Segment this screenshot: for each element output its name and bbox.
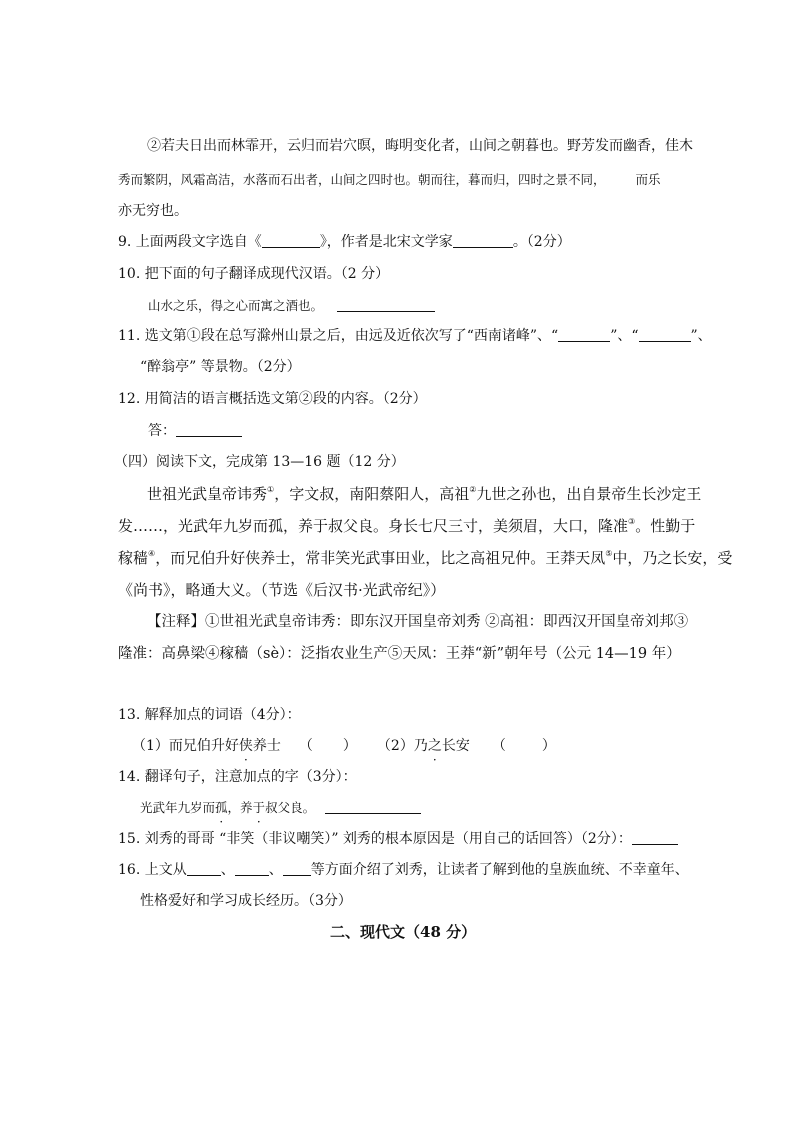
question-16-line2: 性格爱好和学习成长经历。（3分） bbox=[140, 893, 352, 909]
q10-sentence: 山水之乐，得之心而寓之酒也。 bbox=[148, 298, 324, 313]
q13-item1-dotted-word: 侠 bbox=[238, 738, 253, 754]
q13-item2-dotted-word: 之 bbox=[427, 738, 442, 754]
q16-blank-1[interactable] bbox=[187, 861, 221, 876]
q16-separator: 、 bbox=[268, 862, 283, 878]
q11-blank-1[interactable] bbox=[558, 327, 610, 342]
q14-sentence-text: 光武年九岁而 bbox=[140, 800, 216, 815]
q11-blank-2[interactable] bbox=[639, 327, 691, 342]
notes-line2: 隆准：高鼻梁④稼穑（sè）：泛指农业生产⑤天凤：王莽“新”朝年号（公元 14—19 年） bbox=[118, 646, 681, 662]
q13-paren-close: ） bbox=[342, 738, 357, 754]
q13-paren-open: （ bbox=[491, 738, 506, 754]
q12-answer-label: 答： bbox=[148, 423, 176, 439]
q9-part-b: 》，作者是北宋文学家 bbox=[319, 234, 453, 250]
q16-separator: 、 bbox=[220, 862, 235, 878]
question-12: 12. 用简洁的语言概括选文第②段的内容。（2分） bbox=[118, 391, 427, 407]
question-11 bbox=[118, 326, 712, 346]
q10-answer-blank[interactable] bbox=[337, 297, 435, 312]
q13-paren-open: （ bbox=[298, 738, 313, 754]
question-15 bbox=[118, 829, 678, 849]
section-4-title: （四）阅读下文，完成第 13—16 题（12 分） bbox=[114, 454, 405, 470]
passage2-line2-text: 秀而繁阴，风霜高洁，水落而石出者，山间之四时也。朝而往，暮而归，四时之景不同， bbox=[118, 172, 606, 187]
passage3-line4: 《尚书》，略通大义。（节选《后汉书·光武帝纪》） bbox=[118, 581, 446, 599]
q14-sentence-text: ，养 bbox=[227, 800, 253, 815]
note-ref-5: ⑤ bbox=[605, 549, 613, 558]
q9-blank-author[interactable] bbox=[453, 233, 513, 248]
q11-part-a: 11. 选文第①段在总写滁州山景之后，由远及近依次写了“西南诸峰”、“ bbox=[118, 328, 559, 344]
q13-item1-text: （1）而兄伯升好 bbox=[132, 738, 239, 754]
passage3-text: 世祖光武皇帝讳秀 bbox=[147, 485, 268, 503]
q11-part-b: ”、“ bbox=[610, 328, 639, 344]
note-ref-1: ① bbox=[267, 485, 275, 494]
question-9 bbox=[118, 232, 571, 252]
q12-answer-blank[interactable] bbox=[176, 422, 242, 437]
q14-sentence-line bbox=[140, 798, 421, 818]
question-16 bbox=[118, 860, 689, 880]
question-14: 14. 翻译句子，注意加点的字（3分）： bbox=[118, 769, 357, 785]
passage3-text: 发……，光武年九岁而孤，养于叔父良。身长七尺三寸，美须眉，大口，隆准 bbox=[118, 517, 629, 535]
passage2-line2-end: 而乐 bbox=[635, 172, 661, 187]
q16-blank-3[interactable] bbox=[283, 861, 311, 876]
passage3-line1 bbox=[147, 484, 701, 504]
q15-text: 15. 刘秀的哥哥 “非笑（非议嘲笑）” 刘秀的根本原因是（用自己的话回答）（2分）： bbox=[118, 831, 632, 847]
passage3-text: 稼穑 bbox=[118, 549, 149, 567]
question-13: 13. 解释加点的词语（4分）： bbox=[118, 707, 301, 723]
notes-line1: 【注释】①世祖光武皇帝讳秀：即东汉开国皇帝刘秀 ②高祖：即西汉开国皇帝刘邦③ bbox=[147, 614, 689, 630]
q10-sentence-line bbox=[148, 296, 435, 316]
q13-item2-text-end: 长安 bbox=[441, 738, 470, 754]
q14-dotted-word-2: 于 bbox=[252, 800, 266, 815]
note-ref-2: ② bbox=[469, 485, 477, 494]
passage3-text: ，字文叔，南阳蔡阳人，高祖 bbox=[274, 485, 470, 503]
passage3-text: 。性勤于 bbox=[635, 517, 696, 535]
passage3-line3 bbox=[118, 548, 732, 568]
q12-answer-line bbox=[148, 421, 242, 441]
q13-paren-close: ） bbox=[541, 738, 556, 754]
section-2-title: 二、现代文（48 分） bbox=[330, 923, 477, 941]
passage3-line2 bbox=[118, 516, 695, 536]
passage3-text: 中，乃之长安，受 bbox=[612, 549, 733, 567]
passage3-text: 九世之孙也，出自景帝生长沙定王 bbox=[476, 485, 702, 503]
passage2-line1: ②若夫日出而林霏开，云归而岩穴暝，晦明变化者，山间之朝暮也。野芳发而幽香，佳木 bbox=[147, 138, 693, 154]
question-11-line2: “醉翁亭” 等景物。（2分） bbox=[140, 359, 301, 375]
q13-item2-text: （2）乃 bbox=[376, 738, 428, 754]
q14-dotted-word-1: 孤 bbox=[215, 800, 228, 815]
q14-answer-blank[interactable] bbox=[325, 799, 421, 814]
note-ref-4: ④ bbox=[148, 549, 156, 558]
passage2-line3: 亦无穷也。 bbox=[118, 203, 188, 219]
note-ref-3: ③ bbox=[628, 517, 636, 526]
q13-item1-text-end: 养士 bbox=[252, 738, 281, 754]
q9-blank-book[interactable] bbox=[262, 233, 320, 248]
passage3-text: ，而兄伯升好侠养士，常非笑光武事田业，比之高祖兄仲。王莽天凤 bbox=[155, 549, 606, 567]
q16-part-a: 16. 上文从 bbox=[118, 862, 187, 878]
q16-blank-2[interactable] bbox=[235, 861, 269, 876]
q14-sentence-text: 叔父良。 bbox=[265, 800, 316, 815]
q15-answer-blank[interactable] bbox=[632, 830, 678, 845]
q13-items bbox=[132, 736, 556, 756]
passage2-line2 bbox=[118, 170, 661, 190]
q11-part-c: ”、 bbox=[690, 328, 712, 344]
question-10: 10. 把下面的句子翻译成现代汉语。（2 分） bbox=[118, 266, 390, 282]
q9-part-c: 。（2分） bbox=[512, 234, 571, 250]
q9-part-a: 9. 上面两段文字选自《 bbox=[118, 234, 262, 250]
q16-part-b: 等方面介绍了刘秀，让读者了解到他的皇族血统、不幸童年、 bbox=[310, 862, 689, 878]
